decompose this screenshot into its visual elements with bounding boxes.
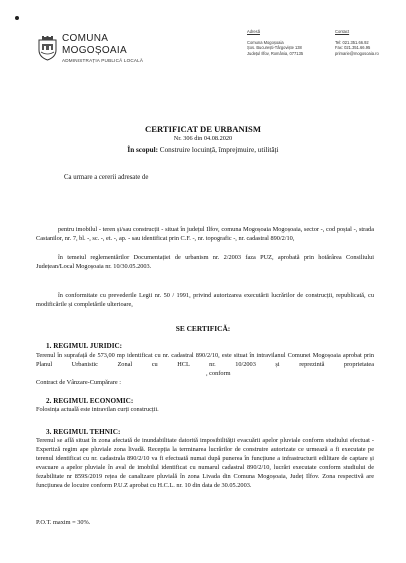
section-1-text: Terenul în suprafață de 573,00 mp identificat cu nr. cadastral 890/2/10, este situat în intravilanul Comunei Mogoșoaia aprobat prin Planul Urbanistic Zonal cu HCL nr. 10/2003 și reprezintă proprietatea bbox=[36, 352, 374, 368]
address-title: Adresă bbox=[247, 29, 260, 34]
section-3-body: Terenul se află situat în zona afectată de inundabilitate datorită imposibilității evacuării apelor pluviale conform studiului efectuat - Expertiză regim ape pluviale zona livadă. Recepția la terminarea lucrărilor de construire autorizate ce urmează a fi executate pe terenul identificat cu nr. cadastrala 890/2/10 va fi efectuată numai după punerea în funcțiune a infrastructurii edilitare de captare și evacuare a apelor pluviale în aval de imobilul identificat cu numarul cadastral 890/2/10, lucrări executate conform studiului de fezabilitate nr 859S/2019 rețea de canalizare pluvială în zona Livada din Comuna Mogoșoaia, Județ Ilfov. Zona respectivă are funcțiunea de locuire conform P.U.Z aprobat cu H.C.L. nr. 10 din data de 30.05.2003. bbox=[36, 437, 374, 489]
scope-label: În scopul: bbox=[127, 146, 158, 154]
address-line: Județul Ilfov, România, 077135 bbox=[247, 50, 304, 56]
intro-line: Ca urmare a cererii adresate de bbox=[64, 174, 149, 181]
address-block bbox=[247, 29, 303, 56]
law-paragraph: în conformitate cu prevederile Legii nr. 50 / 1991, privind autorizarea executării lucrărilor de construcții, republicată, cu modificările și completările ulterioare, bbox=[36, 292, 374, 308]
contact-phone: Tel: 021.351.66.92 bbox=[335, 39, 369, 45]
section-3-title: 3. REGIMUL TEHNIC: bbox=[46, 428, 121, 436]
pot-line: P.O.T. maxim = 30%. bbox=[36, 519, 91, 526]
contact-title: Contact bbox=[335, 29, 350, 34]
scope-value: Construire locuință, împrejmuire, utilități bbox=[159, 146, 279, 154]
contact-fax: Fax: 021.351.66.95 bbox=[335, 45, 371, 51]
address-line: Comuna Mogoșoaia bbox=[247, 39, 284, 45]
section-1-body bbox=[36, 352, 374, 388]
org-name-line1: COMUNA bbox=[62, 33, 109, 44]
coat-of-arms-logo bbox=[37, 36, 58, 66]
section-1-tail: , conform bbox=[206, 369, 231, 377]
org-subtitle: ADMINISTRAȚIA PUBLICĂ LOCALĂ bbox=[62, 58, 144, 63]
property-paragraph: pentru imobilul - teren și/sau construcții - situat în județul Ilfov, comuna Mogoșoaia Mogoșoaia, sector -, cod poștal -, strada Castanilor, nr. 7, bl. -, sc. -, et. -, ap. - sau identificat prin C.F. -, nr. topografic -, nr. cadastral 890/2/10, bbox=[36, 226, 374, 242]
section-1-contract: Contract de Vânzare-Cumpărare : bbox=[36, 378, 122, 386]
certificate-number: Nr. 306 din 04.08.2020 bbox=[173, 135, 233, 142]
scope-line bbox=[0, 146, 406, 154]
section-1-title: 1. REGIMUL JURIDIC: bbox=[46, 342, 123, 350]
legal-basis-paragraph: în temeiul reglementărilor Documentației de urbanism nr. 2/2003 faza PUZ, aprobată prin hotărârea Consiliului Județean/Local Mogoșoaia nr. 10/30.05.2003. bbox=[36, 254, 374, 270]
corner-mark bbox=[15, 16, 19, 20]
org-name-line2: MOGOȘOAIA bbox=[62, 45, 127, 56]
contact-email: primarie@mogosoaia.ro bbox=[335, 50, 379, 56]
section-2-body: Folosința actuală este intravilan curți construcții. bbox=[36, 406, 159, 413]
certifies-heading: SE CERTIFICĂ: bbox=[175, 324, 231, 333]
section-2-title: 2. REGIMUL ECONOMIC: bbox=[46, 397, 134, 405]
address-line: Șos. București-Târgoviște 138 bbox=[247, 45, 302, 51]
contact-block bbox=[335, 29, 379, 56]
document-title: CERTIFICAT DE URBANISM bbox=[145, 124, 261, 134]
